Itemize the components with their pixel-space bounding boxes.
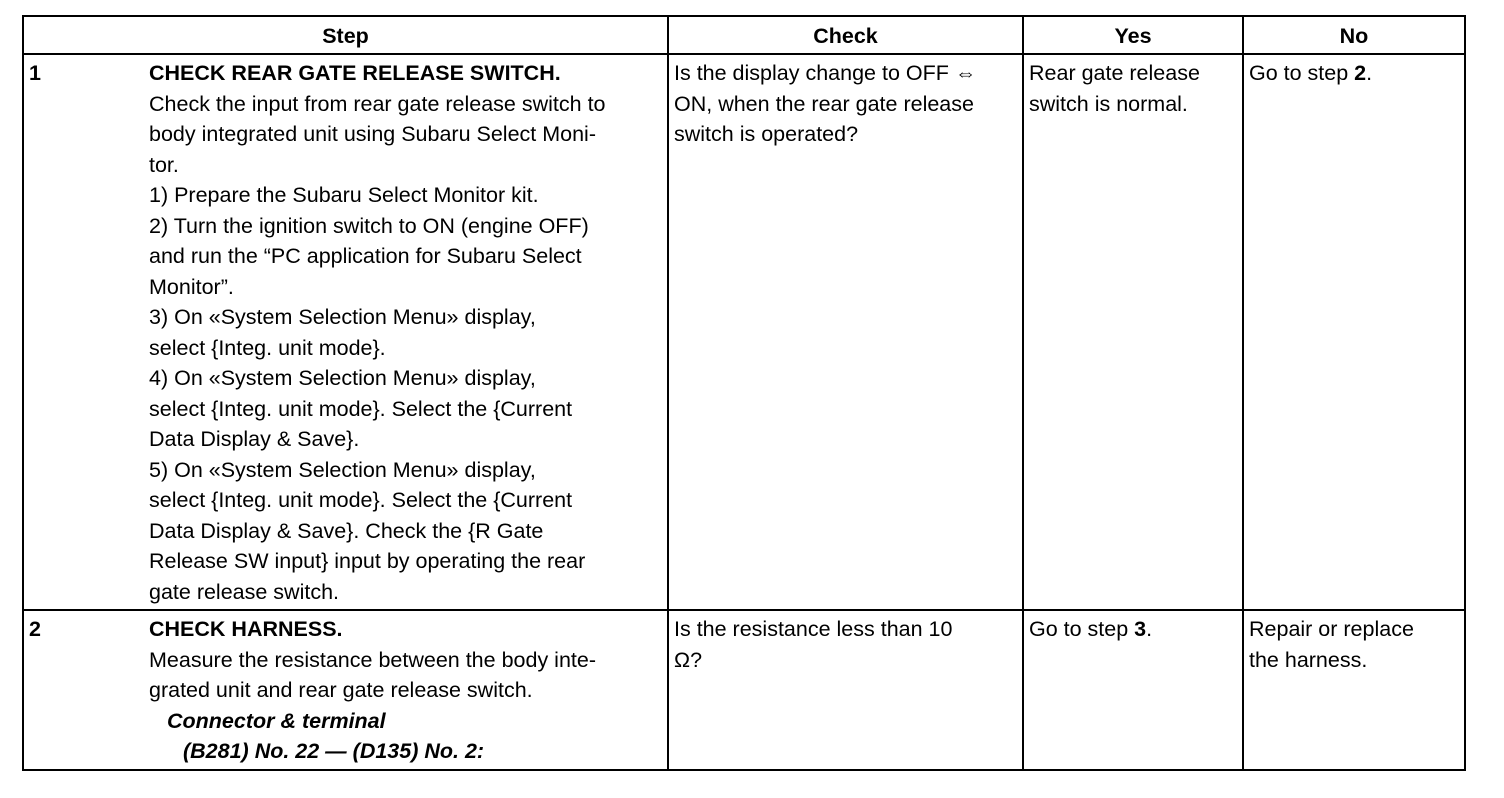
step-line: select {Integ. unit mode}. <box>149 335 386 360</box>
no-line: the harness. <box>1249 647 1368 672</box>
step-line: Release SW input} input by operating the rear <box>149 549 586 573</box>
check-cell <box>668 610 1023 770</box>
check-line: Is the resistance less than 10 <box>674 617 953 641</box>
no-step-ref: 2 <box>1354 61 1367 85</box>
step-line: 2) Turn the ignition switch to ON (engine OFF) <box>149 213 589 238</box>
no-line <box>1249 58 1459 89</box>
header-check: Check <box>668 16 1023 54</box>
header-row <box>23 16 1465 54</box>
check-line: Ω? <box>674 647 703 672</box>
step-line: select {Integ. unit mode}. Select the {Current <box>149 396 573 421</box>
step-line: Measure the resistance between the body inte- <box>149 647 596 672</box>
step-line: gate release switch. <box>149 579 340 604</box>
header-step: Step <box>23 16 668 54</box>
yes-prefix: Go to step <box>1029 617 1135 641</box>
step-line: Monitor”. <box>149 274 234 299</box>
check-line: ON, when the rear gate release <box>674 91 974 116</box>
connector-label: Connector & terminal <box>167 708 386 733</box>
yes-cell <box>1023 610 1243 770</box>
header-no: No <box>1243 16 1465 54</box>
step-line: tor. <box>149 152 179 177</box>
no-line: Repair or replace <box>1249 617 1414 641</box>
step-number: 1 <box>29 61 41 85</box>
connector-value: (B281) No. 22 — (D135) No. 2: <box>183 739 485 763</box>
check-line: Is the display change to OFF ⇔ <box>674 61 977 85</box>
step-line: grated unit and rear gate release switch. <box>149 678 533 702</box>
no-cell <box>1243 54 1465 610</box>
step-line: 3) On «System Selection Menu» display, <box>149 305 536 329</box>
diagnostic-table <box>22 15 1466 771</box>
table-row <box>23 54 1465 610</box>
header-yes: Yes <box>1023 16 1243 54</box>
step-number: 2 <box>29 617 41 641</box>
yes-line: switch is normal. <box>1029 91 1188 116</box>
step-title: CHECK HARNESS. <box>149 617 343 641</box>
table-row <box>23 610 1465 770</box>
yes-cell <box>1023 54 1243 610</box>
step-line: body integrated unit using Subaru Select Moni- <box>149 122 596 146</box>
step-title: CHECK REAR GATE RELEASE SWITCH. <box>149 61 561 85</box>
step-line: Data Display & Save}. <box>149 427 360 451</box>
step-line: 5) On «System Selection Menu» display, <box>149 457 536 482</box>
step-cell <box>23 54 668 610</box>
step-line: select {Integ. unit mode}. Select the {Current <box>149 488 573 512</box>
yes-suffix: . <box>1146 617 1153 641</box>
no-cell <box>1243 610 1465 770</box>
yes-line: Rear gate release <box>1029 61 1200 85</box>
step-line: 4) On «System Selection Menu» display, <box>149 366 536 390</box>
step-line: and run the “PC application for Subaru Select <box>149 244 582 268</box>
step-line: Check the input from rear gate release switch to <box>149 91 606 116</box>
yes-step-ref: 3 <box>1134 617 1147 641</box>
check-cell <box>668 54 1023 610</box>
no-suffix: . <box>1366 61 1373 85</box>
step-cell <box>23 610 668 770</box>
no-prefix: Go to step <box>1249 61 1355 85</box>
step-line: 1) Prepare the Subaru Select Monitor kit. <box>149 183 539 207</box>
yes-line <box>1029 614 1237 645</box>
check-line: switch is operated? <box>674 122 859 146</box>
step-line: Data Display & Save}. Check the {R Gate <box>149 518 544 543</box>
